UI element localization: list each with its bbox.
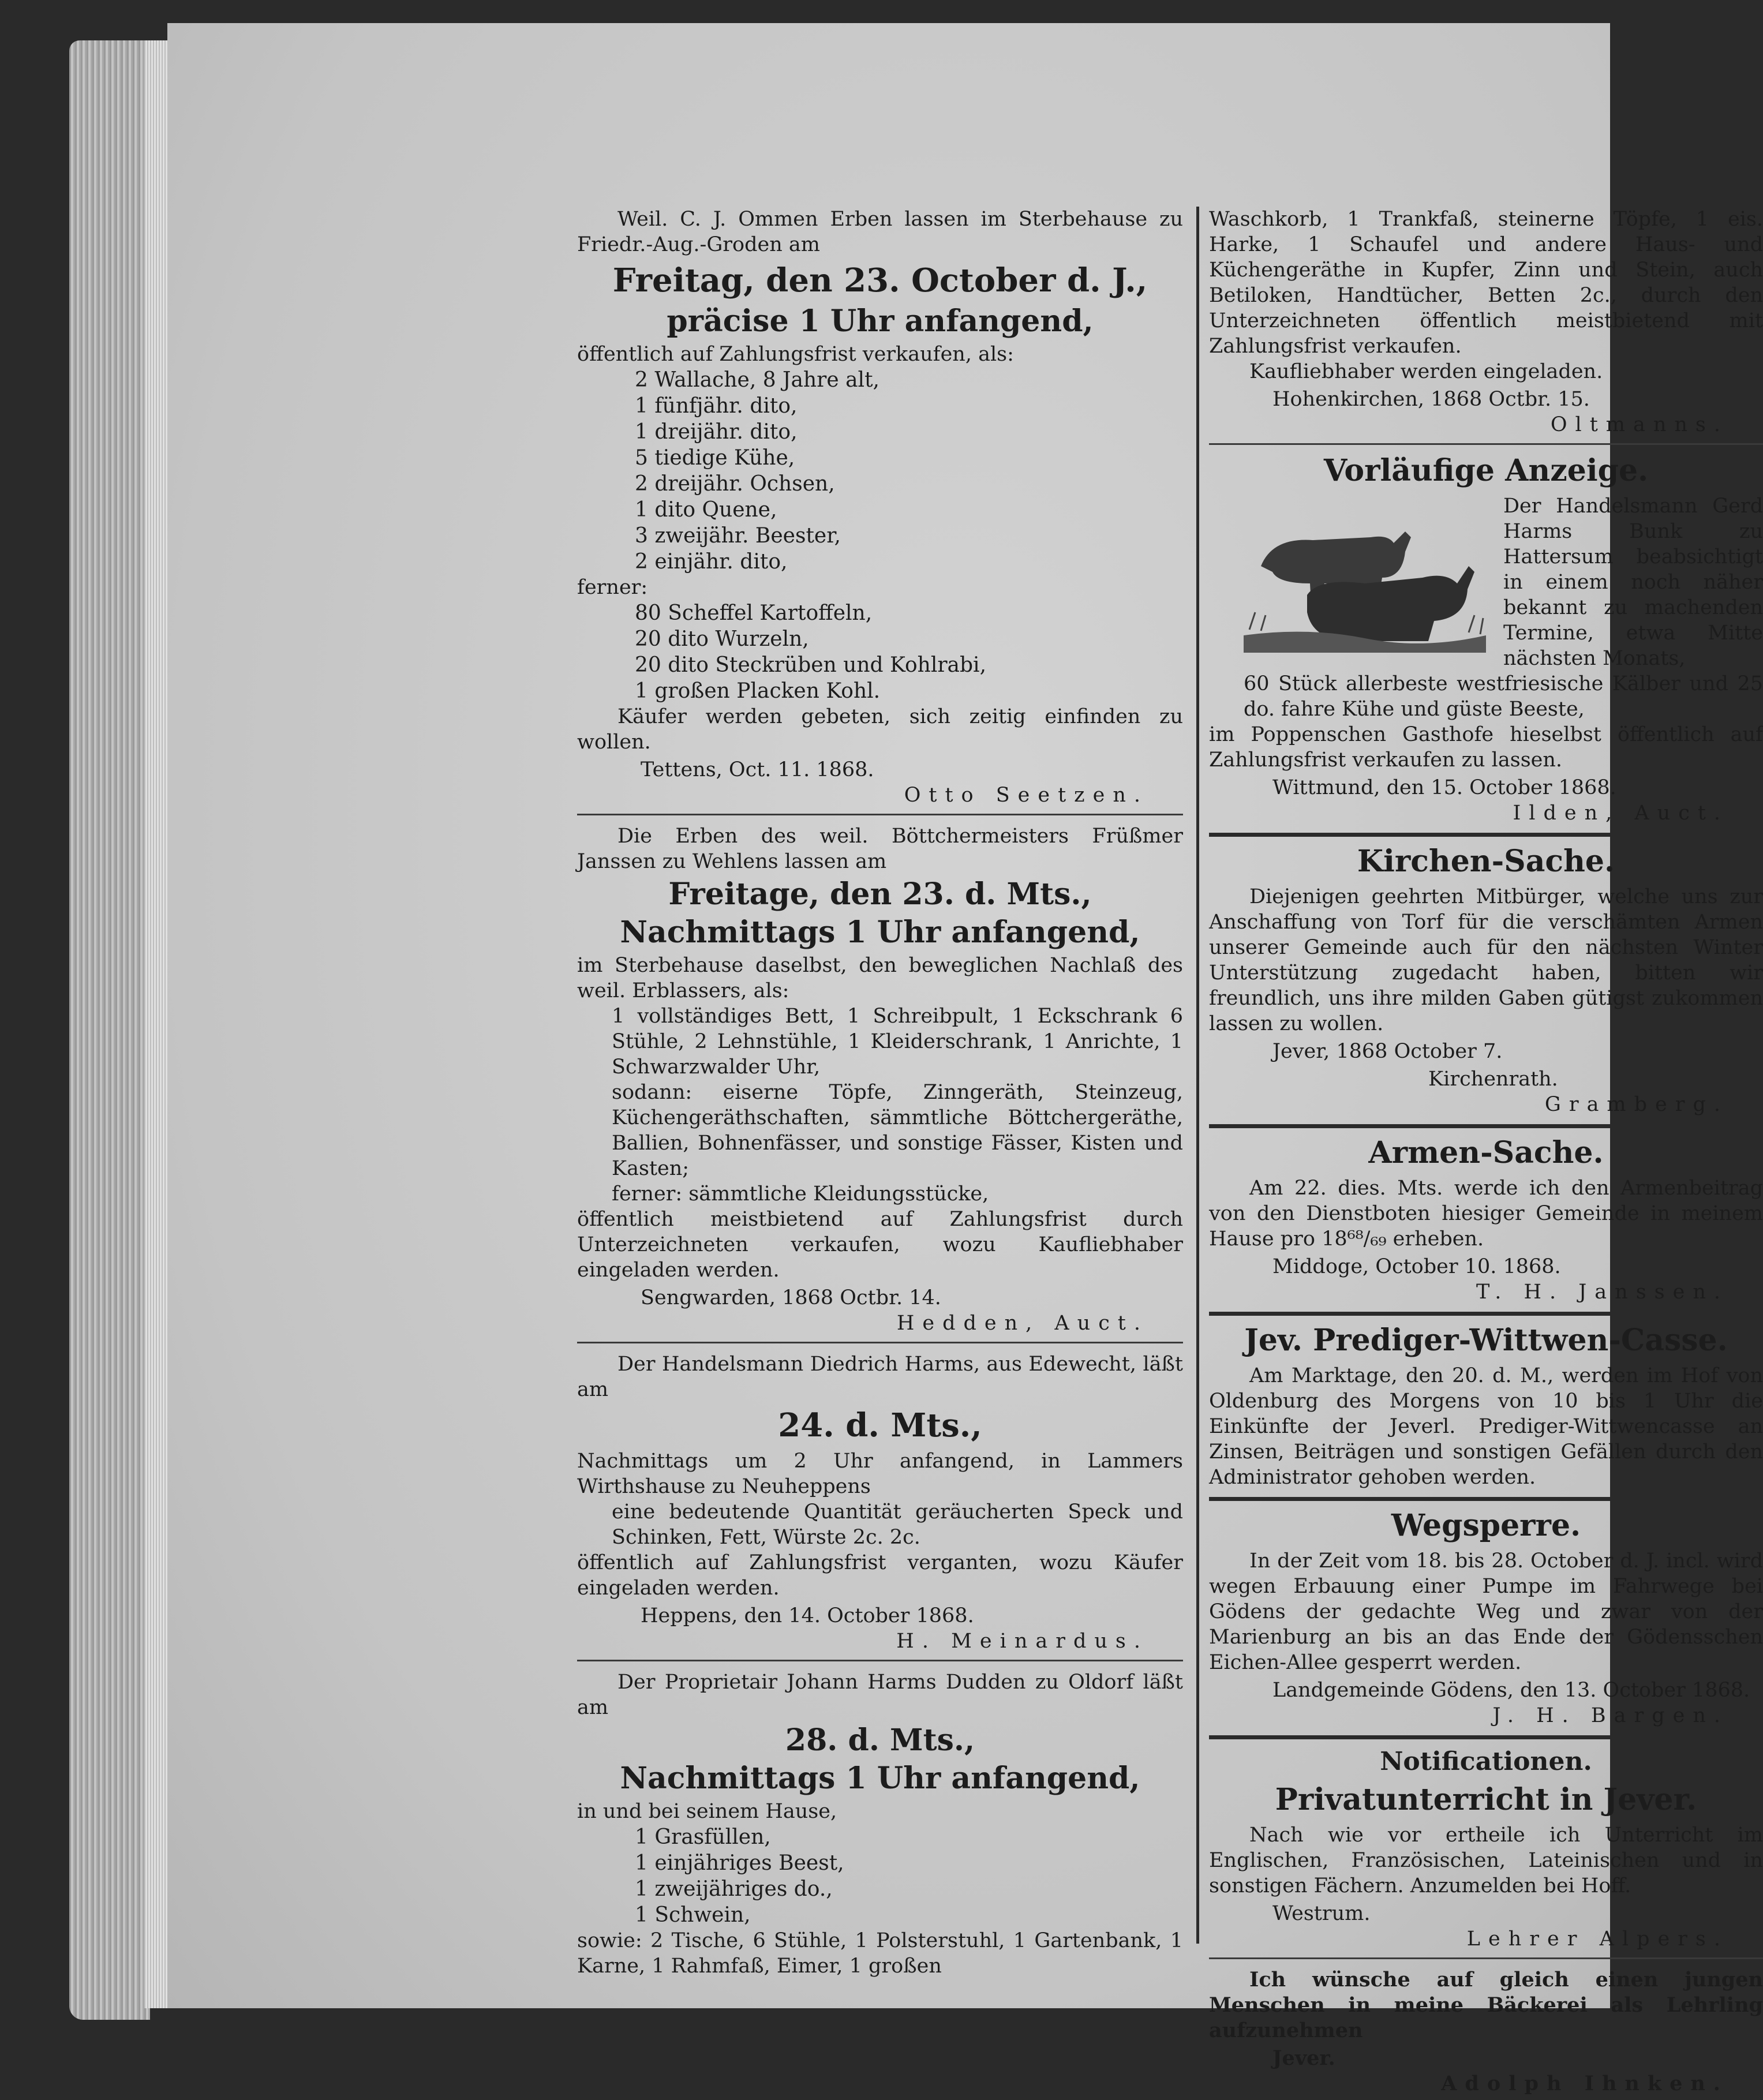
ad1-item: 1 fünfjähr. dito, <box>635 394 798 418</box>
ad7-heading: Armen-Sache. <box>1368 1135 1604 1170</box>
ad1-item: 1 dito Quene, <box>635 498 777 522</box>
ad6-text: Diejenigen geehrten Mitbürger, welche uns zur Anschaffung von Torf für die verschämten Armen unserer Gemeinde auch für den nächsten Winter Unterstützung zugedacht haben, bitten wir freundlich, uns ihre milden Gaben gütigst zukommen lassen zu wollen. <box>1209 885 1763 1035</box>
ad2-signature: Hedden, Auct. <box>896 1312 1148 1335</box>
ad11-signature: Adolph Ihnken. <box>1441 2072 1728 2095</box>
ad1-item: 3 zweijähr. Beester, <box>635 524 841 548</box>
cattle-illustration <box>1238 497 1492 664</box>
ad-janssen-erben <box>577 823 1183 1336</box>
ad1-item: 2 dreijähr. Ochsen, <box>635 472 835 496</box>
ad1-ferner: ferner: <box>577 576 648 599</box>
ad6-place: Jever, 1868 October 7. <box>1272 1040 1503 1063</box>
ad2-date: Freitage, den 23. d. Mts., <box>668 877 1092 912</box>
ad2-items3: ferner: sämmtliche Kleidungsstücke, <box>612 1182 989 1206</box>
divider <box>1209 443 1763 445</box>
ad4-item: 1 Schwein, <box>635 1903 751 1927</box>
divider <box>1209 1312 1763 1316</box>
ad4-item: 1 einjähriges Beest, <box>635 1851 844 1875</box>
ad11-text: Ich wünsche auf gleich einen jungen Menschen in meine Bäckerei als Lehrling aufzunehmen <box>1209 1968 1763 2042</box>
ad-prediger-wittwen-casse <box>1209 1323 1763 1490</box>
ad10-text: Nach wie vor ertheile ich Unterricht im Englischen, Französischen, Lateinischen und in sonstigen Fächern. Anzumelden bei Hoff. <box>1209 1824 1763 1897</box>
ad-notificationen <box>1209 1746 1763 1952</box>
left-column <box>577 207 1183 1979</box>
ad2-time: Nachmittags 1 Uhr anfangend, <box>620 915 1140 950</box>
divider <box>1209 1735 1763 1739</box>
ad3-intro: Der Handelsmann Diedrich Harms, aus Edewecht, läßt am <box>577 1353 1183 1401</box>
ad6-signature: Gramberg. <box>1544 1093 1728 1116</box>
ad7-place: Middoge, October 10. 1868. <box>1272 1255 1561 1278</box>
ad9-text: In der Zeit vom 18. bis 28. October d. J. incl. wird wegen Erbauung einer Pumpe im Fahrwege bei Gödens der gedachte Weg und zwar von der Marienburg an bis an das Ende der Gödensschen Eichen-Allee gesperrt werden. <box>1209 1549 1763 1674</box>
ad4cont-text: Waschkorb, 1 Trankfaß, steinerne Töpfe, 1 eis. Harke, 1 Schaufel und andere Haus- und Küchengeräthe in Kupfer, Zinn und Stein, auch Betiloken, Handtücher, Betten 2c., durch den Unterzeichneten öffentlich meistbietend mit Zahlungsfrist verkaufen. <box>1209 208 1763 358</box>
divider <box>577 1342 1183 1343</box>
ad-lehrling <box>1209 1967 1763 2097</box>
ad3-closing: öffentlich auf Zahlungsfrist verganten, wozu Käufer eingeladen werden. <box>577 1551 1183 1600</box>
ad5-text: Der Handelsmann Gerd Harms Bunk zu Hattersum beabsichtigt in einem noch näher bekannt zu machenden Termine, etwa Mitte nächsten Monats, <box>1503 495 1763 670</box>
ad4cont-place: Hohenkirchen, 1868 Octbr. 15. <box>1272 388 1590 411</box>
ad1-item2: 20 dito Wurzeln, <box>635 627 809 651</box>
ad1-closing: Käufer werden gebeten, sich zeitig einfinden zu wollen. <box>577 705 1183 754</box>
ad6-heading: Kirchen-Sache. <box>1357 844 1615 879</box>
ad5-closing: im Poppenschen Gasthofe hieselbst öffentlich auf Zahlungsfrist verkaufen zu lassen. <box>1209 723 1763 772</box>
ad3-signature: H. Meinardus. <box>896 1630 1148 1653</box>
ad11-place: Jever. <box>1272 2046 1335 2070</box>
ad5-signature: Ilden, Auct. <box>1513 802 1728 825</box>
ad6-sub: Kirchenrath. <box>1428 1068 1558 1091</box>
ad2-intro: Die Erben des weil. Böttchermeisters Früßmer Janssen zu Wehlens lassen am <box>577 825 1183 873</box>
ad4-body: in und bei seinem Hause, <box>577 1800 837 1823</box>
ad2-items2: sodann: eiserne Töpfe, Zinngeräth, Steinzeug, Küchengeräthschaften, sämmtliche Böttchergeräthe, Ballien, Bohnenfässer, und sonstige Fässer, Kisten und Kasten; <box>612 1081 1183 1180</box>
ad1-item: 2 einjähr. dito, <box>635 550 788 574</box>
ad1-place: Tettens, Oct. 11. 1868. <box>641 758 874 781</box>
ad1-item2: 80 Scheffel Kartoffeln, <box>635 601 873 625</box>
ad10-heading: Notificationen. <box>1380 1747 1592 1776</box>
divider <box>1209 1957 1763 1959</box>
ad3-items: eine bedeutende Quantität geräucherten Speck und Schinken, Fett, Würste 2c. 2c. <box>612 1500 1183 1549</box>
ad4-time: Nachmittags 1 Uhr anfangend, <box>620 1761 1140 1796</box>
ad-dudden <box>577 1669 1183 1979</box>
ad4-item: 1 zweijähriges do., <box>635 1877 833 1901</box>
ad2-place: Sengwarden, 1868 Octbr. 14. <box>641 1286 941 1309</box>
newspaper-page <box>167 23 1763 2095</box>
ad8-text: Am Marktage, den 20. d. M., werden im Hof von Oldenburg des Morgens von 10 bis 1 Uhr die Einkünfte der Jeverl. Prediger-Wittwencasse an Zinsen, Beiträgen und sonstigen Gefällen durch den Administrator gehoben werden. <box>1209 1364 1763 1489</box>
ad9-signature: J. H. Bargen. <box>1492 1704 1728 1727</box>
divider <box>577 1660 1183 1661</box>
ad7-text: Am 22. dies. Mts. werde ich den Armenbeitrag von den Dienstboten hiesiger Gemeinde in meinem Hause pro 18⁶⁸/₆₉ erheben. <box>1209 1177 1763 1251</box>
ad1-item: 5 tiedige Kühe, <box>635 446 795 470</box>
ad10-signature: Lehrer Alpers. <box>1466 1927 1728 1951</box>
ad3-date: 24. d. Mts., <box>778 1406 982 1444</box>
divider <box>577 814 1183 815</box>
ad4cont-closing: Kaufliebhaber werden eingeladen. <box>1249 360 1603 383</box>
ad1-date: Freitag, den 23. October d. J., <box>612 261 1148 300</box>
ad1-signature: Otto Seetzen. <box>904 784 1148 807</box>
divider <box>1209 1124 1763 1128</box>
ad-wegsperre <box>1209 1508 1763 1728</box>
ad4cont-signature: Oltmanns. <box>1550 413 1728 436</box>
ad2-items: 1 vollständiges Bett, 1 Schreibpult, 1 Eckschrank 6 Stühle, 2 Lehnstühle, 1 Kleiderschrank, 1 Anrichte, 1 Schwarzwalder Uhr, <box>612 1005 1183 1079</box>
column-rule <box>1196 207 1199 1944</box>
ad2-body: im Sterbehause daselbst, den beweglichen Nachlaß des weil. Erblassers, als: <box>577 954 1183 1002</box>
ad-ommen-erben <box>577 207 1183 808</box>
ad8-heading: Jev. Prediger-Wittwen-Casse. <box>1244 1323 1728 1358</box>
ad3-place: Heppens, den 14. October 1868. <box>641 1604 974 1627</box>
ad7-signature: T. H. Janssen. <box>1476 1281 1728 1304</box>
ad1-item2: 20 dito Steckrüben und Kohlrabi, <box>635 653 987 677</box>
ad1-item2: 1 großen Placken Kohl. <box>635 679 881 703</box>
ad-diedrich-harms <box>577 1352 1183 1654</box>
ad1-item: 1 dreijähr. dito, <box>635 420 798 444</box>
ad3-body: Nachmittags um 2 Uhr anfangend, in Lammers Wirthshause zu Neuheppens <box>577 1450 1183 1498</box>
ad4-closing: sowie: 2 Tische, 6 Stühle, 1 Polsterstuhl, 1 Gartenbank, 1 Karne, 1 Rahmfaß, Eimer, 1 großen <box>577 1929 1183 1978</box>
ad4-item: 1 Grasfüllen, <box>635 1825 771 1849</box>
ad4-intro: Der Proprietair Johann Harms Dudden zu Oldorf läßt am <box>577 1671 1183 1719</box>
ad1-intro: Weil. C. J. Ommen Erben lassen im Sterbehause zu Friedr.-Aug.-Groden am <box>577 208 1183 256</box>
ad10-title: Privatunterricht in Jever. <box>1275 1782 1697 1817</box>
right-column <box>1209 207 1763 2100</box>
ad1-sale: öffentlich auf Zahlungsfrist verkaufen, als: <box>577 343 1014 366</box>
ad-kirchen-sache <box>1209 844 1763 1117</box>
ad5-items: 60 Stück allerbeste westfriesische Kälber und 25 do. fahre Kühe und güste Beeste, <box>1244 672 1763 721</box>
divider <box>1209 833 1763 837</box>
ad-armen-sache <box>1209 1135 1763 1305</box>
divider <box>1209 1497 1763 1501</box>
ad4-date: 28. d. Mts., <box>785 1723 975 1758</box>
ad9-place: Landgemeinde Gödens, den 13. October 1868. <box>1272 1679 1750 1702</box>
ad9-heading: Wegsperre. <box>1391 1508 1581 1543</box>
book-edge <box>69 40 150 2020</box>
ad2-closing: öffentlich meistbietend auf Zahlungsfrist durch Unterzeichneten verkaufen, wozu Kaufliebhaber eingeladen werden. <box>577 1208 1183 1282</box>
ad1-time: präcise 1 Uhr anfangend, <box>667 304 1094 339</box>
ad10-place: Westrum. <box>1272 1902 1371 1925</box>
ad-dudden-continued <box>1209 207 1763 437</box>
ad1-item: 2 Wallache, 8 Jahre alt, <box>635 368 879 392</box>
ad5-heading: Vorläufige Anzeige. <box>1323 453 1649 488</box>
ad5-place: Wittmund, den 15. October 1868. <box>1272 776 1616 799</box>
ad-vorlaeufige-anzeige <box>1209 453 1763 826</box>
